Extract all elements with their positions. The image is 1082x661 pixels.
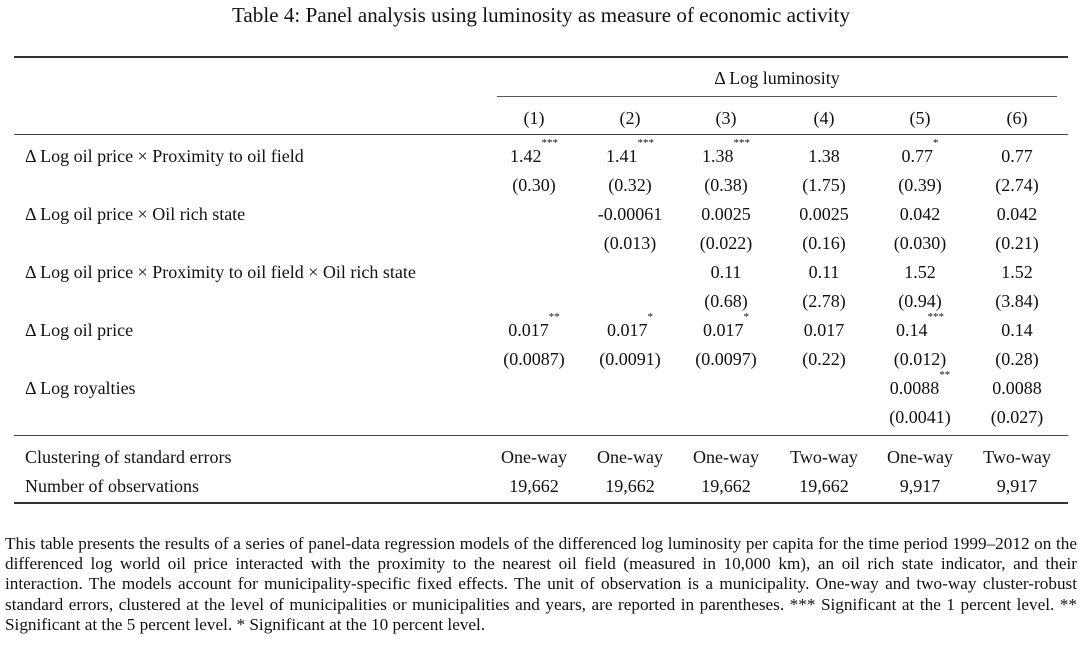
footer-rule: [14, 435, 1068, 436]
standard-error-cell: (0.027): [990, 407, 1044, 427]
coefficient-cell: [967, 320, 1067, 340]
coefficient-value: 1.41: [606, 146, 638, 166]
standard-error-cell: (0.030): [893, 233, 947, 253]
coefficient-value: 0.0088: [992, 378, 1042, 398]
column-header: (4): [813, 108, 835, 128]
coefficient-value: 0.017: [803, 320, 845, 340]
standard-error-cell: (0.38): [704, 175, 748, 195]
footer-cell: 19,662: [701, 476, 751, 496]
footer-cell: One-way: [501, 447, 567, 467]
coefficient-value: 0.0088: [889, 378, 940, 398]
table-note: This table presents the results of a series of panel-data regression models of the differenced log luminosity per capita for the time period 1999–2012 on the differenced log world oil price interacted with the proximity to the nearest oil field (measured in 10,000 km), an oil rich state indicator, and their interaction. The models account for municipality-specific fixed effects. The unit of observation is a municipality. One-way and two-way cluster-robust standard errors, clustered at the level of municipalities or municipalities and years, are reported in parentheses. *** Significant at the 1 percent level. ** Significant at the 5 percent level. * Significant at the 10 percent level.: [5, 534, 1077, 634]
coefficient-value: -0.00061: [597, 204, 663, 224]
coefficient-value: 0.11: [808, 262, 840, 282]
coefficient-value: 0.017: [607, 320, 648, 340]
coefficient-value: 0.77: [901, 146, 933, 166]
significance-stars: **: [548, 311, 560, 323]
coefficient-value: 1.52: [1001, 262, 1033, 282]
standard-error-cell: (2.74): [995, 175, 1039, 195]
coefficient-value: 0.77: [1001, 146, 1033, 166]
coefficient-cell: [774, 204, 874, 224]
coefficient-value: 0.042: [899, 204, 941, 224]
coefficient-cell: [774, 146, 874, 166]
coefficient-cell: [967, 262, 1067, 282]
standard-error-cell: (0.21): [995, 233, 1039, 253]
row-label: Δ Log oil price: [25, 320, 134, 340]
footer-cell: 19,662: [605, 476, 655, 496]
bottom-rule: [14, 502, 1068, 504]
standard-error-cell: (0.022): [699, 233, 753, 253]
column-header: (5): [909, 108, 931, 128]
footer-cell: 9,917: [899, 476, 941, 496]
standard-error-cell: (2.78): [802, 291, 846, 311]
footer-cell: One-way: [597, 447, 663, 467]
footer-cell: Two-way: [790, 447, 858, 467]
coefficient-value: 1.52: [904, 262, 936, 282]
coefficient-cell: [774, 262, 874, 282]
significance-stars: *: [743, 311, 749, 323]
row-label: Δ Log royalties: [25, 378, 136, 398]
standard-error-cell: (0.0087): [503, 349, 565, 369]
footer-cell: 19,662: [799, 476, 849, 496]
coefficient-cell: [967, 378, 1067, 398]
coefficient-value: 0.14: [896, 320, 928, 340]
coefficient-cell: [870, 262, 970, 282]
significance-stars: ***: [733, 137, 750, 149]
footer-cell: 19,662: [509, 476, 559, 496]
column-header: (2): [619, 108, 641, 128]
standard-error-cell: (0.68): [704, 291, 748, 311]
coefficient-cell: [870, 204, 970, 224]
footer-row-label: Clustering of standard errors: [25, 447, 232, 467]
column-header: (3): [715, 108, 737, 128]
coefficient-value: 0.017: [508, 320, 549, 340]
standard-error-cell: (0.012): [893, 349, 947, 369]
coefficient-cell: [484, 311, 584, 340]
coefficient-cell: [870, 311, 970, 340]
row-label: Δ Log oil price × Oil rich state: [25, 204, 246, 224]
row-label: Δ Log oil price × Proximity to oil field × Oil rich state: [25, 262, 416, 282]
significance-stars: **: [939, 369, 951, 381]
coefficient-cell: [580, 204, 680, 224]
footer-cell: 9,917: [996, 476, 1038, 496]
coefficient-cell: [580, 311, 680, 340]
coefficient-value: 0.11: [710, 262, 742, 282]
footer-cell: Two-way: [983, 447, 1051, 467]
significance-stars: ***: [637, 137, 654, 149]
coefficient-cell: [967, 146, 1067, 166]
dependent-variable-header: Δ Log luminosity: [714, 68, 840, 88]
coefficient-value: 0.042: [996, 204, 1038, 224]
significance-stars: *: [933, 137, 939, 149]
coefficient-cell: [580, 137, 680, 166]
coefficient-value: 1.38: [702, 146, 734, 166]
coefficient-value: 0.017: [703, 320, 744, 340]
coefficient-cell: [676, 204, 776, 224]
significance-stars: *: [647, 311, 653, 323]
coefficient-cell: [870, 369, 970, 398]
standard-error-cell: (0.22): [802, 349, 846, 369]
coefficient-cell: [676, 262, 776, 282]
coefficient-cell: [967, 204, 1067, 224]
coefficient-cell: [774, 320, 874, 340]
coefficient-value: 1.38: [808, 146, 840, 166]
coefficient-value: 1.42: [510, 146, 542, 166]
footer-cell: One-way: [693, 447, 759, 467]
coefficient-cell: [484, 137, 584, 166]
coefficient-value: 0.14: [1001, 320, 1033, 340]
standard-error-cell: (0.94): [898, 291, 942, 311]
standard-error-cell: (0.013): [603, 233, 657, 253]
significance-stars: ***: [927, 311, 944, 323]
standard-error-cell: (1.75): [802, 175, 846, 195]
footer-cell: One-way: [887, 447, 953, 467]
standard-error-cell: (0.39): [898, 175, 942, 195]
standard-error-cell: (0.0097): [695, 349, 757, 369]
standard-error-cell: (0.28): [995, 349, 1039, 369]
coefficient-cell: [870, 137, 970, 166]
column-header: (6): [1006, 108, 1028, 128]
footer-row-label: Number of observations: [25, 476, 199, 496]
table-title: Table 4: Panel analysis using luminosity as measure of economic activity: [232, 3, 850, 27]
standard-error-cell: (0.16): [802, 233, 846, 253]
coefficient-cell: [676, 311, 776, 340]
coefficient-value: 0.0025: [799, 204, 849, 224]
header-underline: [497, 96, 1057, 97]
coefficient-value: 0.0025: [701, 204, 751, 224]
standard-error-cell: (3.84): [995, 291, 1039, 311]
header-rule: [14, 134, 1068, 135]
row-label: Δ Log oil price × Proximity to oil field: [25, 146, 304, 166]
standard-error-cell: (0.32): [608, 175, 652, 195]
standard-error-cell: (0.0091): [599, 349, 661, 369]
column-header: (1): [523, 108, 545, 128]
significance-stars: ***: [541, 137, 558, 149]
coefficient-cell: [676, 137, 776, 166]
standard-error-cell: (0.30): [512, 175, 556, 195]
standard-error-cell: (0.0041): [889, 407, 951, 427]
top-rule: [14, 56, 1068, 58]
